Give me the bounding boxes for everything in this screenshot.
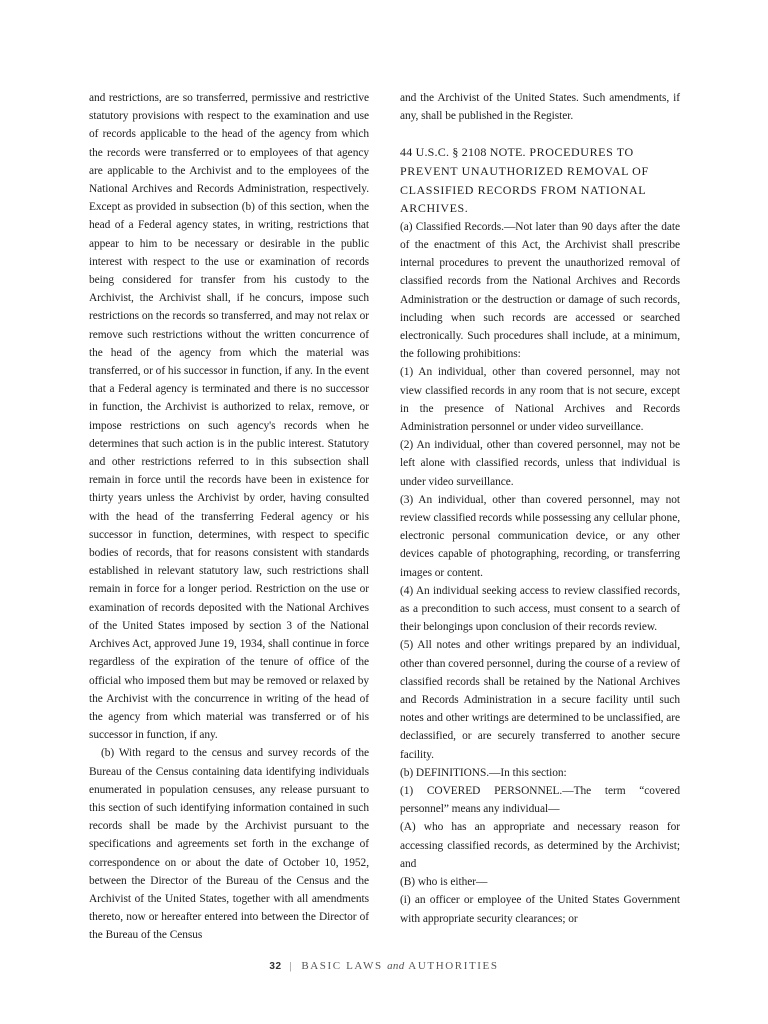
provision-item: (4) An individual seeking access to review classified records, as a precondition to such access, must consent to a search of their belongings upon conclusion of their records review. [400,584,680,634]
provision-item: (1) COVERED PERSONNEL.—The term “covered personnel” means any individual— [400,785,680,816]
section-citation: 44 U.S.C. § 2108 NOTE. [400,145,526,160]
provision-item: (1) An individual, other than covered personnel, may not view classified records in any room that is not secure, except in the presence of National Archives and Records Administration personnel or under video surveillance. [400,366,680,434]
section-heading [400,125,680,217]
provision-item: (A) who has an appropriate and necessary reason for accessing classified records, as determined by the Archivist; and [400,821,680,870]
page-footer [0,960,768,972]
book-title-part1: BASIC LAWS [301,960,383,972]
body-paragraph: and restrictions, are so transferred, permissive and restrictive statutory provisions with respect to the examination and use of records applicable to the head of the agency from which the records were transferred or to employees of that agency are applicable to the Archivist and to the employees of the National Archives and Records Administration, respectively. Except as provided in subsection (b) of this section, when the head of a Federal agency states, in writing, restrictions that appear to him to be necessary or desirable in the public interest with respect to the use or examination of records being considered for transfer from his custody to the Archivist, the Archivist shall, if he concurs, impose such restrictions on the records so transferred, and may not relax or remove such restrictions without the written concurrence of the head of the agency from which the material was transferred, or of his successor in function, if any. In the event that a Federal agency is terminated and there is no successor in function, the Archivist is authorized to relax, remove, or impose restrictions on such agency's records when he determines that such action is in the public interest. Statutory and other restrictions referred to in this subsection shall remain in force until the records have been in existence for thirty years unless the Archivist by order, having consulted with the head of the transferring Federal agency or his successor in function, determines, with respect to specific bodies of records, that for reasons consistent with standards established in relevant statutory law, such restrictions shall remain in force for a longer period. Restriction on the use or examination of records deposited with the National Archives of the United States imposed by section 3 of the National Archives Act, approved June 19, 1934, shall continue in force regardless of the expiration of the tenure of office of the official who imposed them but may be removed or relaxed by the Archivist with the concurrence in writing of the head of the agency from which material was transferred or of his successor in function, if any. [89,92,369,742]
provision-item: (B) who is either— [400,876,488,889]
right-column [400,89,680,928]
book-title-and: and [387,960,405,972]
book-title-part2: AUTHORITIES [408,960,499,972]
provision-item: (i) an officer or employee of the United States Government with appropriate security clearances; or [400,894,680,925]
footer-separator: | [289,960,294,972]
continuation-paragraph: and the Archivist of the United States. Such amendments, if any, shall be published in the Register. [400,92,680,123]
left-column [89,89,369,945]
provision-item: (5) All notes and other writings prepared by an individual, other than covered personnel, during the course of a review of classified records shall be retained by the National Archives and Records Administration in a secure facility until such notes and other writings are determined to be unclassified, are declassified, or are securely transferred to another secure facility. [400,639,680,761]
provision-item: (2) An individual, other than covered personnel, may not be left alone with classified records, unless that individual is under video surveillance. [400,439,680,488]
provision-item: (b) DEFINITIONS.—In this section: [400,766,567,779]
body-paragraph: (b) With regard to the census and survey records of the Bureau of the Census containing data identifying individuals enumerated in population censuses, any release pursuant to this section of such identifying information contained in such records shall be made by the Archivist pursuant to the specifications and agreements set forth in the exchange of correspondence on or about the date of October 10, 1952, between the Director of the Bureau of the Census and the Archivist of the United States, together with all amendments thereto, now or hereafter entered into between the Director of the Bureau of the Census [89,747,369,942]
provision-item: (a) Classified Records.—Not later than 90 days after the date of the enactment of this Act, the Archivist shall prescribe internal procedures to prevent the unauthorized removal of classified records from the National Archives and Records Administration or the destruction or damage of such records, including when such records are accessed or searched electronically. Such procedures shall include, at a minimum, the following prohibitions: [400,220,680,361]
page-number: 32 [269,961,282,972]
provision-item: (3) An individual, other than covered personnel, may not review classified records while possessing any cellular phone, electronic personal communication device, or any other devices capable of photographing, recording, or transferring images or content. [400,493,680,579]
section-title: PROCEDURES TO PREVENT UNAUTHORIZED REMOVAL OF CLASSIFIED RECORDS FROM NATIONAL ARCHIVES. [400,145,649,216]
